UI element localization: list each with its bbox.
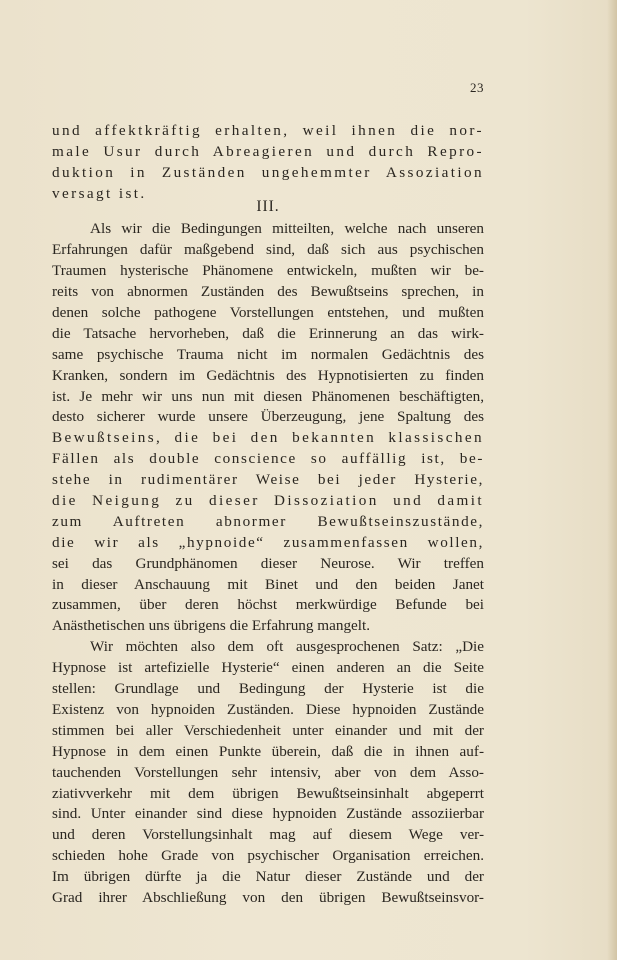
text-line: die wir als „hypnoide“ zusammenfassen wollen, bbox=[52, 533, 484, 551]
text-line: in dieser Anschauung mit Binet und den beiden Janet bbox=[52, 575, 484, 593]
text-line: male Usur durch Abreagieren und durch Repro- bbox=[52, 142, 484, 160]
text-line: ziativverkehr mit dem übrigen Bewußtseinsinhalt abgeperrt bbox=[52, 784, 484, 802]
text-line: Grad ihrer Abschließung von den übrigen Bewußtseinsvor- bbox=[52, 888, 484, 906]
text-line: zum Auftreten abnormer Bewußtseinszustände, bbox=[52, 512, 484, 530]
page-number: 23 bbox=[470, 80, 484, 95]
text-line: Anästhetischen uns übrigens die Erfahrung mangelt. bbox=[52, 617, 371, 635]
text-line: Kranken, sondern im Gedächtnis des Hypnotisierten zu finden bbox=[52, 366, 484, 384]
text-line: ist. Je mehr wir uns nun mit diesen Phänomenen beschäftigten, bbox=[52, 387, 484, 405]
text-line: same psychische Trauma nicht im normalen Gedächtnis des bbox=[52, 345, 484, 363]
text-line: Fällen als double conscience so auffällig ist, be- bbox=[52, 450, 484, 468]
text-line: Hypnose in dem einen Punkte überein, daß die in ihnen auf- bbox=[52, 742, 484, 760]
text-line: zusammen, über deren höchst merkwürdige Befunde bei bbox=[52, 596, 484, 614]
text-line: stimmen bei aller Verschiedenheit unter einander und mit der bbox=[52, 721, 484, 739]
text-line: stellen: Grundlage und Bedingung der Hysterie ist die bbox=[52, 680, 484, 698]
text-line: die Neigung zu dieser Dissoziation und damit bbox=[52, 492, 484, 510]
text-line: und deren Vorstellungsinhalt mag auf diesem Wege ver- bbox=[52, 826, 484, 844]
page-edge-shadow bbox=[607, 0, 617, 960]
section-heading: III. bbox=[256, 197, 280, 215]
text-line: sind. Unter einander sind diese hypnoiden Zustände assoziierbar bbox=[52, 805, 484, 823]
text-line: stehe in rudimentärer Weise bei jeder Hysterie, bbox=[52, 471, 484, 489]
text-line: die Tatsache hervorheben, daß die Erinnerung an das wirk- bbox=[52, 324, 484, 342]
text-line: duktion in Zuständen ungehemmter Assoziation bbox=[52, 163, 484, 181]
text-line: Existenz von hypnoiden Zuständen. Diese hypnoiden Zustände bbox=[52, 700, 484, 718]
text-line: sei das Grundphänomen dieser Neurose. Wir treffen bbox=[52, 554, 484, 572]
text-line: Hypnose ist artefizielle Hysterie“ einen anderen an die Seite bbox=[52, 659, 484, 677]
text-line: und affektkräftig erhalten, weil ihnen die nor- bbox=[52, 122, 484, 139]
text-line: Bewußtseins, die bei den bekannten klassischen bbox=[52, 429, 484, 447]
text-line: Im übrigen dürfte ja die Natur dieser Zustände und der bbox=[52, 868, 484, 886]
text-line: tauchenden Vorstellungen sehr intensiv, aber von dem Asso- bbox=[52, 763, 484, 781]
text-line: Wir möchten also dem oft ausgesprochenen Satz: „Die bbox=[90, 638, 484, 656]
text-line: desto sicherer wurde unsere Überzeugung, jene Spaltung des bbox=[52, 408, 484, 426]
text-line: denen solche pathogene Vorstellungen entstehen, und mußten bbox=[52, 304, 484, 322]
text-line: schieden hohe Grade von psychischer Organisation erreichen. bbox=[52, 847, 484, 865]
text-line: Erfahrungen dafür maßgebend sind, daß sich aus psychischen bbox=[52, 241, 484, 259]
text-line: Traumen hysterische Phänomene entwickeln, mußten wir be- bbox=[52, 262, 484, 280]
text-line: Als wir die Bedingungen mitteilten, welche nach unseren bbox=[90, 220, 484, 238]
text-line: versagt ist. bbox=[52, 184, 147, 202]
text-line: reits von abnormen Zuständen des Bewußtseins sprechen, in bbox=[52, 283, 484, 301]
body-text bbox=[52, 121, 484, 909]
